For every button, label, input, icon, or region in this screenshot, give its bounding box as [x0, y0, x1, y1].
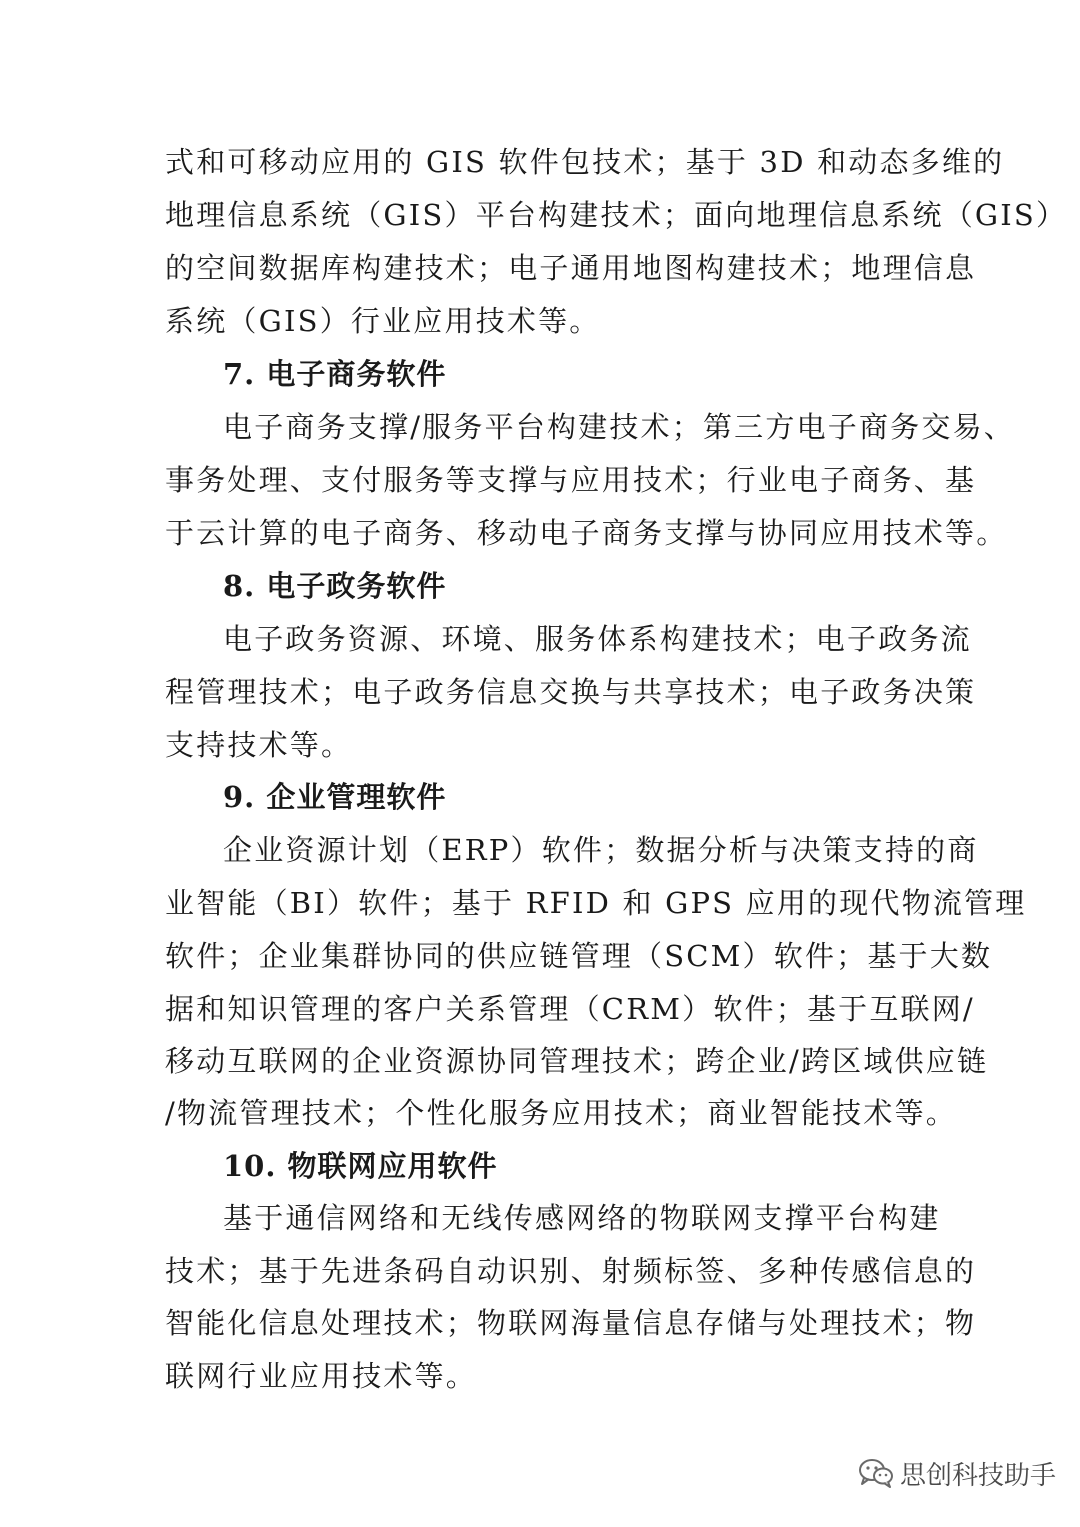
section9-heading: 9. 企业管理软件: [223, 780, 447, 814]
watermark: [858, 1454, 1056, 1492]
watermark-text: 思创科技助手: [899, 1460, 1056, 1491]
section8-line-1: 电子政务资源、环境、服务体系构建技术；电子政务流: [223, 622, 972, 656]
section8-line-2: 程管理技术；电子政务信息交换与共享技术；电子政务决策: [165, 675, 977, 709]
section9-line-1: 企业资源计划（ERP）软件；数据分析与决策支持的商: [223, 833, 979, 867]
section7-line-3: 于云计算的电子商务、移动电子商务支撑与协同应用技术等。: [165, 516, 1008, 550]
section9-line-3: 软件；企业集群协同的供应链管理（SCM）软件；基于大数: [165, 939, 993, 973]
section9-line-6: /物流管理技术；个性化服务应用技术；商业智能技术等。: [165, 1096, 957, 1130]
section10-line-2: 技术；基于先进条码自动识别、射频标签、多种传感信息的: [165, 1254, 977, 1288]
section9-line-5: 移动互联网的企业资源协同管理技术；跨企业/跨区域供应链: [165, 1044, 989, 1078]
section8-line-3: 支持技术等。: [165, 728, 353, 762]
section7-line-1: 电子商务支撑/服务平台构建技术；第三方电子商务交易、: [223, 410, 1015, 444]
wechat-icon: [858, 1458, 894, 1488]
section6-line-1: 式和可移动应用的 GIS 软件包技术；基于 3D 和动态多维的: [165, 145, 1005, 179]
section9-line-4: 据和知识管理的客户关系管理（CRM）软件；基于互联网/: [165, 992, 975, 1026]
section6-line-2: 地理信息系统（GIS）平台构建技术；面向地理信息系统（GIS）: [165, 198, 1068, 232]
section7-heading: 7. 电子商务软件: [223, 357, 447, 391]
section8-heading: 8. 电子政务软件: [223, 569, 447, 603]
section6-line-4: 系统（GIS）行业应用技术等。: [165, 304, 601, 338]
section10-line-1: 基于通信网络和无线传感网络的物联网支撑平台构建: [223, 1201, 941, 1235]
section10-line-4: 联网行业应用技术等。: [165, 1359, 478, 1393]
section10-line-3: 智能化信息处理技术；物联网海量信息存储与处理技术；物: [165, 1306, 977, 1340]
section7-line-2: 事务处理、支付服务等支撑与应用技术；行业电子商务、基: [165, 463, 977, 497]
section9-line-2: 业智能（BI）软件；基于 RFID 和 GPS 应用的现代物流管理: [165, 886, 1027, 920]
section6-line-3: 的空间数据库构建技术；电子通用地图构建技术；地理信息: [165, 251, 977, 285]
section10-heading: 10. 物联网应用软件: [223, 1149, 498, 1183]
